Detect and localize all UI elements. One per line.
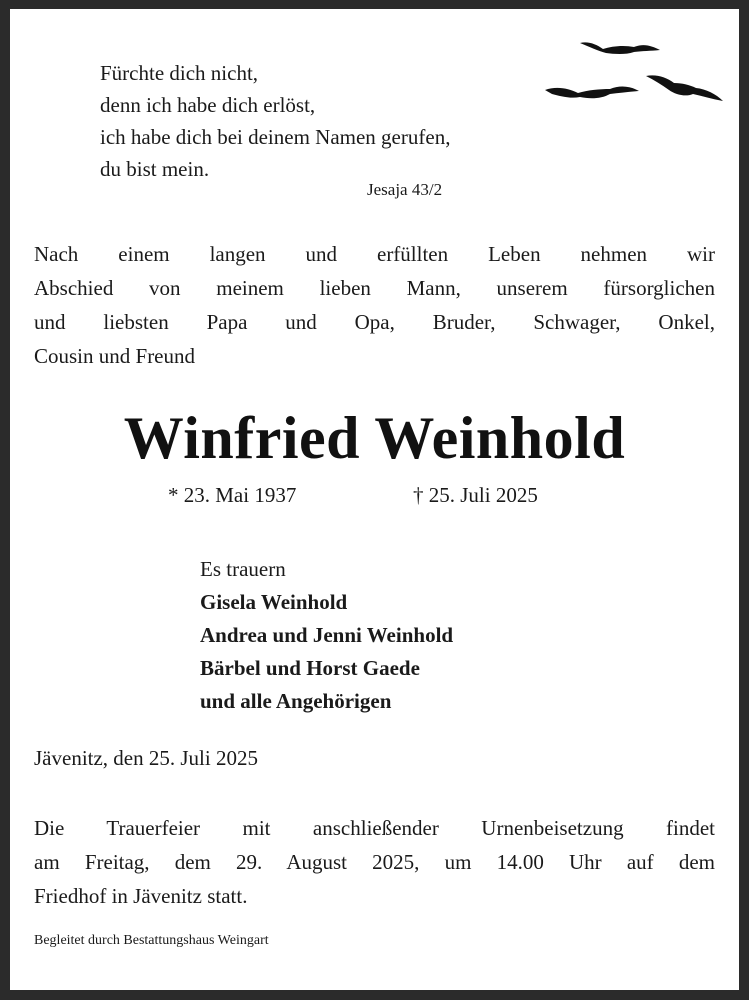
mourner-name: Andrea und Jenni Weinhold [200, 623, 454, 647]
bird-icon [580, 42, 660, 54]
mourners-heading: Es trauern [200, 557, 286, 581]
mourners-list [200, 553, 453, 718]
place-date: Jävenitz, den 25. Juli 2025 [34, 746, 258, 770]
bible-verse [100, 57, 450, 185]
funeral-line: Friedhof in Jävenitz statt. [34, 884, 248, 908]
mourner-name: Gisela Weinhold [200, 590, 348, 614]
intro-line: Abschied von meinem lieben Mann, unserem fürsorglichen [34, 276, 715, 300]
deceased-name: Winfried Weinhold [123, 405, 626, 471]
intro-line: Cousin und Freund [34, 344, 196, 368]
funeral-line: am Freitag, dem 29. August 2025, um 14.00 Uhr auf dem [34, 850, 715, 874]
birth-date: * 23. Mai 1937 [168, 483, 297, 507]
intro-line: und liebsten Papa und Opa, Bruder, Schwager, Onkel, [34, 310, 715, 334]
obituary-card [10, 9, 739, 990]
verse-line: denn ich habe dich erlöst, [100, 93, 316, 117]
intro-text [34, 237, 715, 373]
funeral-info [34, 811, 715, 913]
bird-icon [646, 75, 723, 101]
funeral-home-credit: Begleitet durch Bestattungshaus Weingart [34, 933, 269, 948]
death-date: † 25. Juli 2025 [413, 483, 538, 507]
verse-line: du bist mein. [100, 157, 210, 181]
mourner-name: Bärbel und Horst Gaede [200, 656, 420, 680]
verse-source: Jesaja 43/2 [367, 180, 443, 199]
verse-line: ich habe dich bei deinem Namen gerufen, [100, 125, 451, 149]
bird-icon [545, 87, 639, 99]
intro-line: Nach einem langen und erfüllten Leben nehmen wir [34, 242, 715, 266]
birds-icon [540, 33, 730, 118]
funeral-line: Die Trauerfeier mit anschließender Urnenbeisetzung findet [34, 816, 715, 840]
verse-line: Fürchte dich nicht, [100, 61, 259, 85]
mourner-name: und alle Angehörigen [200, 689, 392, 713]
